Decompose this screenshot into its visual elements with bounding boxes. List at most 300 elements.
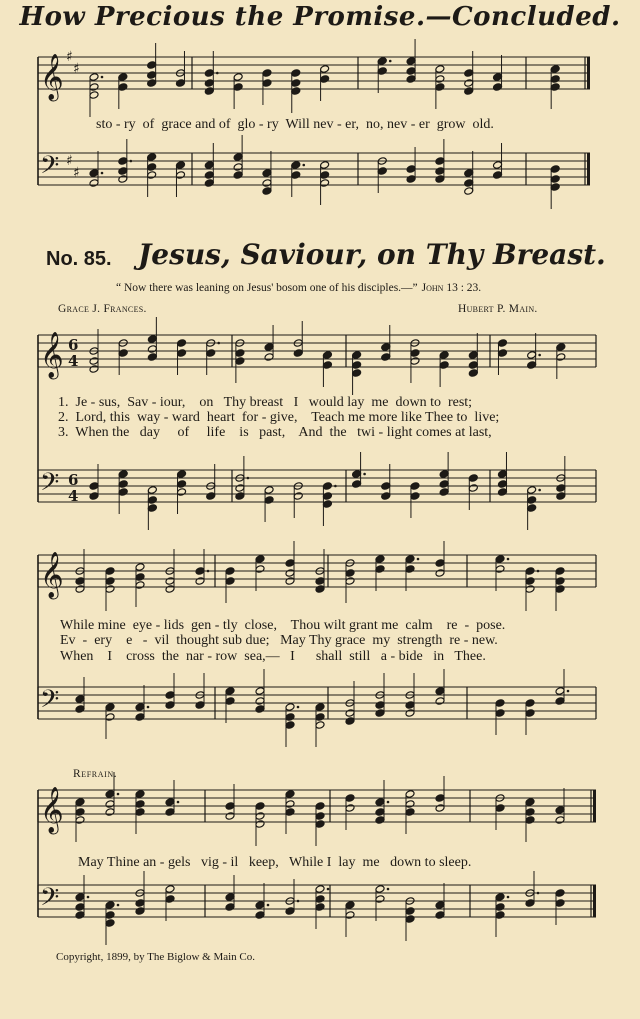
quarter-note-head <box>435 83 445 92</box>
quarter-note-head <box>135 808 145 817</box>
quarter-note-head <box>375 816 385 825</box>
quarter-note-head <box>147 71 157 80</box>
quarter-note-head <box>204 69 214 78</box>
half-note-head <box>165 585 175 594</box>
quarter-note-head <box>556 343 566 352</box>
half-note-head <box>89 91 99 100</box>
half-note-head <box>75 816 85 825</box>
quarter-note-head <box>135 703 145 712</box>
quarter-note-head <box>495 709 505 718</box>
time-signature-bottom: 4 <box>68 487 79 505</box>
dot-icon <box>216 72 219 75</box>
dot-icon <box>302 164 305 167</box>
quarter-note-head <box>315 577 325 586</box>
half-note-head <box>495 565 505 574</box>
half-note-head <box>255 687 265 696</box>
half-note-head <box>320 161 330 170</box>
quarter-note-head <box>497 339 507 348</box>
quarter-note-head <box>322 500 332 509</box>
quarter-note-head <box>375 555 385 564</box>
quarter-note-head <box>322 351 332 360</box>
dot-icon <box>387 801 390 804</box>
quarter-note-head <box>147 504 157 513</box>
system1-verse2: 2. Lord, this way - ward heart for - give, Teach me more like Thee to live; <box>58 410 500 425</box>
dot-icon <box>117 904 120 907</box>
half-note-head <box>165 885 175 894</box>
quarter-note-head <box>204 79 214 88</box>
quarter-note-head <box>468 361 478 370</box>
quarter-note-head <box>206 349 216 358</box>
quarter-note-head <box>345 569 355 578</box>
quarter-note-head <box>495 911 505 920</box>
epigraph-text: “ Now there was leaning on Jesus' bosom one of his disciples.—” <box>116 282 418 294</box>
quarter-note-head <box>525 899 535 908</box>
quarter-note-head <box>495 903 505 912</box>
treble-clef-icon: 𝄞 <box>40 787 64 833</box>
quarter-note-head <box>147 61 157 70</box>
dot-icon <box>101 172 104 175</box>
half-note-head <box>293 492 303 501</box>
quarter-note-head <box>322 361 332 370</box>
half-note-head <box>135 581 145 590</box>
half-note-head <box>165 577 175 586</box>
quarter-note-head <box>118 83 128 92</box>
half-note-head <box>175 171 185 180</box>
dot-icon <box>507 896 510 899</box>
half-note-head <box>285 800 295 809</box>
quarter-note-head <box>555 577 565 586</box>
quarter-note-head <box>225 903 235 912</box>
half-note-head <box>375 885 385 894</box>
half-note-head <box>255 812 265 821</box>
quarter-note-head <box>497 488 507 497</box>
quarter-note-head <box>118 349 128 358</box>
quarter-note-head <box>322 482 332 491</box>
quarter-note-head <box>405 555 415 564</box>
quarter-note-head <box>550 65 560 74</box>
dot-icon <box>297 900 300 903</box>
quarter-note-head <box>225 697 235 706</box>
quarter-note-head <box>291 161 301 170</box>
quarter-note-head <box>375 701 385 710</box>
sharp-icon: ♯ <box>66 49 73 65</box>
quarter-note-head <box>497 470 507 479</box>
quarter-note-head <box>225 567 235 576</box>
system2-verse2: Ev - ery e - vil thought sub due; May Thy grace my strength re - new. <box>60 633 498 648</box>
dot-icon <box>538 354 541 357</box>
half-note-head <box>225 812 235 821</box>
quarter-note-head <box>352 369 362 378</box>
half-note-head <box>264 486 274 495</box>
quarter-note-head <box>550 75 560 84</box>
quarter-note-head <box>435 175 445 184</box>
time-signature-bottom: 4 <box>68 352 79 370</box>
half-note-head <box>255 820 265 829</box>
quarter-note-head <box>291 171 301 180</box>
quarter-note-head <box>495 555 505 564</box>
dot-icon <box>538 489 541 492</box>
dot-icon <box>334 485 337 488</box>
quarter-note-head <box>255 802 265 811</box>
quarter-note-head <box>315 713 325 722</box>
quarter-note-head <box>410 482 420 491</box>
copyright: Copyright, 1899, by The Biglow & Main Co. <box>56 951 256 963</box>
quarter-note-head <box>75 911 85 920</box>
quarter-note-head <box>315 812 325 821</box>
quarter-note-head <box>406 165 416 174</box>
quarter-note-head <box>315 703 325 712</box>
quarter-note-head <box>468 351 478 360</box>
quarter-note-head <box>495 893 505 902</box>
quarter-note-head <box>556 484 566 493</box>
page-heading: How Precious the Promise.—Concluded. <box>19 2 621 32</box>
quarter-note-head <box>75 893 85 902</box>
treble-clef-icon: 𝄞 <box>40 332 64 378</box>
quarter-note-head <box>118 157 128 166</box>
quarter-note-head <box>177 480 187 489</box>
half-note-head <box>147 486 157 495</box>
quarter-note-head <box>377 57 387 66</box>
quarter-note-head <box>320 171 330 180</box>
quarter-note-head <box>177 349 187 358</box>
quarter-note-head <box>439 480 449 489</box>
sharp-icon: ♯ <box>73 165 80 181</box>
quarter-note-head <box>555 899 565 908</box>
quarter-note-head <box>439 361 449 370</box>
quarter-note-head <box>75 577 85 586</box>
quarter-note-head <box>525 816 535 825</box>
quarter-note-head <box>435 911 445 920</box>
half-note-head <box>177 488 187 497</box>
quarter-note-head <box>165 798 175 807</box>
quarter-note-head <box>89 492 99 501</box>
quarter-note-head <box>135 899 145 908</box>
quarter-note-head <box>233 83 243 92</box>
dot-icon <box>117 793 120 796</box>
quarter-note-head <box>525 567 535 576</box>
quarter-note-head <box>105 919 115 928</box>
dot-icon <box>389 60 392 63</box>
final-barline <box>587 153 590 185</box>
quarter-note-head <box>493 73 503 82</box>
quarter-note-head <box>315 903 325 912</box>
quarter-note-head <box>406 57 416 66</box>
half-note-head <box>285 703 295 712</box>
half-note-head <box>405 709 415 718</box>
dot-icon <box>267 904 270 907</box>
quarter-note-head <box>291 79 301 88</box>
half-note-head <box>464 79 474 88</box>
half-note-head <box>285 577 295 586</box>
quarter-note-head <box>118 73 128 82</box>
half-note-head <box>105 713 115 722</box>
quarter-note-head <box>206 492 216 501</box>
quarter-note-head <box>375 565 385 574</box>
quarter-note-head <box>495 804 505 813</box>
dot-icon <box>297 706 300 709</box>
quarter-note-head <box>291 69 301 78</box>
half-note-head <box>493 161 503 170</box>
half-note-head <box>89 357 99 366</box>
half-note-head <box>435 804 445 813</box>
quarter-note-head <box>497 349 507 358</box>
quarter-note-head <box>135 573 145 582</box>
quarter-note-head <box>322 492 332 501</box>
quarter-note-head <box>435 559 445 568</box>
quarter-note-head <box>405 565 415 574</box>
half-note-head <box>285 569 295 578</box>
quarter-note-head <box>464 169 474 178</box>
quarter-note-head <box>285 713 295 722</box>
dot-icon <box>147 706 150 709</box>
quarter-note-head <box>435 157 445 166</box>
dot-icon <box>101 76 104 79</box>
half-note-head <box>195 577 205 586</box>
half-note-head <box>345 804 355 813</box>
quarter-note-head <box>464 87 474 96</box>
quarter-note-head <box>527 504 537 513</box>
half-note-head <box>105 800 115 809</box>
final-barline <box>587 57 590 89</box>
quarter-note-head <box>105 577 115 586</box>
quarter-note-head <box>497 480 507 489</box>
quarter-note-head <box>165 691 175 700</box>
half-note-head <box>320 65 330 74</box>
quarter-note-head <box>381 353 391 362</box>
refrain-label: Refrain. <box>73 768 118 780</box>
quarter-note-head <box>75 903 85 912</box>
quarter-note-head <box>405 701 415 710</box>
half-note-head <box>135 563 145 572</box>
quarter-note-head <box>225 577 235 586</box>
quarter-note-head <box>105 567 115 576</box>
quarter-note-head <box>550 183 560 192</box>
quarter-note-head <box>235 349 245 358</box>
quarter-note-head <box>410 349 420 358</box>
quarter-note-head <box>105 790 115 799</box>
quarter-note-head <box>525 808 535 817</box>
half-note-head <box>410 357 420 366</box>
quarter-note-head <box>255 911 265 920</box>
time-signature-top: 6 <box>68 471 79 489</box>
half-note-head <box>233 73 243 82</box>
dot-icon <box>130 160 133 163</box>
half-note-head <box>435 75 445 84</box>
quarter-note-head <box>177 470 187 479</box>
quarter-note-head <box>264 496 274 505</box>
quarter-note-head <box>352 351 362 360</box>
quarter-note-head <box>381 492 391 501</box>
composer-credit: Hubert P. Main. <box>458 303 538 315</box>
quarter-note-head <box>147 335 157 344</box>
quarter-note-head <box>410 492 420 501</box>
quarter-note-head <box>468 369 478 378</box>
half-note-head <box>315 885 325 894</box>
quarter-note-head <box>406 175 416 184</box>
half-note-head <box>345 709 355 718</box>
half-note-head <box>435 65 445 74</box>
quarter-note-head <box>165 895 175 904</box>
quarter-note-head <box>315 895 325 904</box>
half-note-head <box>89 179 99 188</box>
quarter-note-head <box>556 492 566 501</box>
half-note-head <box>235 484 245 493</box>
quarter-note-head <box>255 901 265 910</box>
quarter-note-head <box>527 361 537 370</box>
time-signature-top: 6 <box>68 336 79 354</box>
quarter-note-head <box>285 790 295 799</box>
quarter-note-head <box>204 161 214 170</box>
system1-verse1: 1. Je - sus, Sav - iour, on Thy breast I would lay me down to rest; <box>58 395 473 410</box>
quarter-note-head <box>75 808 85 817</box>
half-note-head <box>527 351 537 360</box>
quarter-note-head <box>75 695 85 704</box>
half-note-head <box>262 179 272 188</box>
quarter-note-head <box>147 79 157 88</box>
quarter-note-head <box>75 798 85 807</box>
bass-clef-icon: 𝄢 <box>40 151 60 186</box>
quarter-note-head <box>493 171 503 180</box>
hymn-number: No. 85. <box>46 248 112 270</box>
quarter-note-head <box>147 163 157 172</box>
quarter-note-head <box>235 357 245 366</box>
quarter-note-head <box>175 79 185 88</box>
quarter-note-head <box>165 808 175 817</box>
half-note-head <box>405 790 415 799</box>
quarter-note-head <box>405 808 415 817</box>
dot-icon <box>387 888 390 891</box>
quarter-note-head <box>320 75 330 84</box>
quarter-note-head <box>291 87 301 96</box>
system1-verse3: 3. When the day of life is past, And the twi - light comes at last, <box>58 425 492 440</box>
quarter-note-head <box>375 798 385 807</box>
quarter-note-head <box>255 705 265 714</box>
half-note-head <box>468 484 478 493</box>
final-barline <box>593 885 596 917</box>
quarter-note-head <box>262 187 272 196</box>
quarter-note-head <box>147 353 157 362</box>
quarter-note-head <box>352 361 362 370</box>
quarter-note-head <box>262 69 272 78</box>
quarter-note-head <box>375 808 385 817</box>
half-note-head <box>105 585 115 594</box>
half-note-head <box>147 345 157 354</box>
half-note-head <box>89 73 99 82</box>
quarter-note-head <box>233 171 243 180</box>
dot-icon <box>507 558 510 561</box>
sharp-icon: ♯ <box>66 153 73 169</box>
half-note-head <box>105 808 115 817</box>
quarter-note-head <box>375 709 385 718</box>
half-note-head <box>320 179 330 188</box>
quarter-note-head <box>555 806 565 815</box>
quarter-note-head <box>555 567 565 576</box>
quarter-note-head <box>377 67 387 76</box>
quarter-note-head <box>550 175 560 184</box>
refrain-lyric: May Thine an - gels vig - il keep, While I lay me down to sleep. <box>78 855 472 870</box>
quarter-note-head <box>525 798 535 807</box>
final-barline <box>593 790 596 822</box>
lyricist-credit: Grace J. Frances. <box>58 303 147 315</box>
sharp-icon: ♯ <box>73 61 80 77</box>
quarter-note-head <box>235 492 245 501</box>
prev-hymn-lyric: sto - ry of grace and of glo - ry Will nev - er, no, nev - er grow old. <box>96 117 494 132</box>
quarter-note-head <box>495 699 505 708</box>
quarter-note-head <box>406 67 416 76</box>
half-note-head <box>555 816 565 825</box>
quarter-note-head <box>118 488 128 497</box>
dot-icon <box>327 888 330 891</box>
treble-clef-icon: 𝄞 <box>40 552 64 598</box>
quarter-note-head <box>147 496 157 505</box>
quarter-note-head <box>105 703 115 712</box>
quarter-note-head <box>285 907 295 916</box>
quarter-note-head <box>405 915 415 924</box>
quarter-note-head <box>165 701 175 710</box>
quarter-note-head <box>147 153 157 162</box>
half-note-head <box>89 83 99 92</box>
half-note-head <box>255 565 265 574</box>
half-note-head <box>264 353 274 362</box>
quarter-note-head <box>525 709 535 718</box>
quarter-note-head <box>550 83 560 92</box>
half-note-head <box>345 911 355 920</box>
half-note-head <box>405 800 415 809</box>
quarter-note-head <box>262 169 272 178</box>
quarter-note-head <box>105 901 115 910</box>
quarter-note-head <box>381 343 391 352</box>
quarter-note-head <box>135 790 145 799</box>
quarter-note-head <box>464 179 474 188</box>
dot-icon <box>207 570 210 573</box>
quarter-note-head <box>118 480 128 489</box>
quarter-note-head <box>435 794 445 803</box>
quarter-note-head <box>233 153 243 162</box>
half-note-head <box>555 687 565 696</box>
half-note-head <box>464 187 474 196</box>
quarter-note-head <box>345 901 355 910</box>
quarter-note-head <box>527 496 537 505</box>
system2-verse3: When I cross the nar - row sea,— I shall still a - bide in Thee. <box>60 649 486 664</box>
half-note-head <box>345 577 355 586</box>
system2-verse1: While mine eye - lids gen - tly close, Thou wilt grant me calm re - pose. <box>60 618 506 633</box>
quarter-note-head <box>315 820 325 829</box>
dot-icon <box>177 801 180 804</box>
quarter-note-head <box>135 800 145 809</box>
half-note-head <box>556 353 566 362</box>
half-note-head <box>118 175 128 184</box>
quarter-note-head <box>525 577 535 586</box>
half-note-head <box>315 721 325 730</box>
bass-clef-icon: 𝄢 <box>40 468 60 503</box>
half-note-head <box>255 697 265 706</box>
quarter-note-head <box>435 167 445 176</box>
quarter-note-head <box>204 179 214 188</box>
quarter-note-head <box>225 802 235 811</box>
quarter-note-head <box>285 721 295 730</box>
quarter-note-head <box>555 697 565 706</box>
dot-icon <box>363 473 366 476</box>
quarter-note-head <box>118 167 128 176</box>
hymn-title: Jesus, Saviour, on Thy Breast. <box>138 238 606 271</box>
quarter-note-head <box>352 480 362 489</box>
bass-clef-icon: 𝄢 <box>40 685 60 720</box>
bass-clef-icon: 𝄢 <box>40 883 60 918</box>
quarter-note-head <box>439 351 449 360</box>
dot-icon <box>537 570 540 573</box>
quarter-note-head <box>555 889 565 898</box>
quarter-note-head <box>468 474 478 483</box>
